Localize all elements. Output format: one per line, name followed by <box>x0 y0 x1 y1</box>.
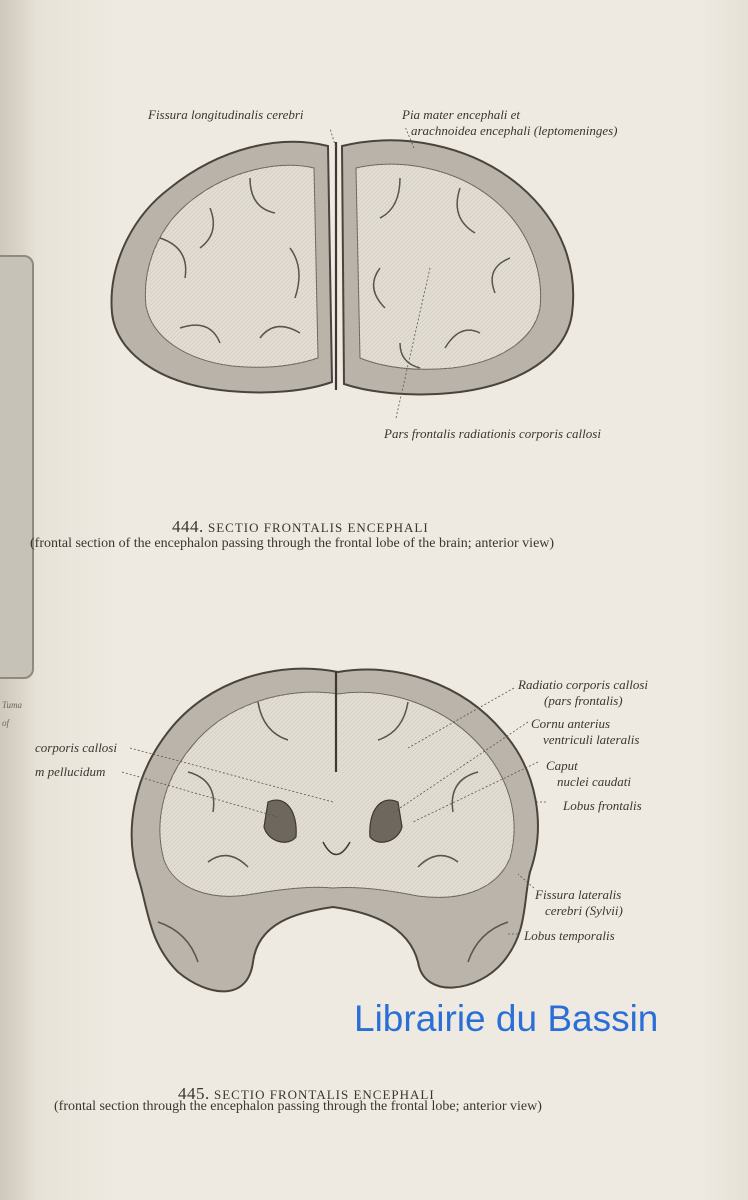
label-cornu-line1: Cornu anterius <box>531 716 611 731</box>
label-radiatio-line1: Radiatio corporis callosi <box>518 677 648 692</box>
label-caput-line2: nuclei caudati <box>557 774 632 789</box>
label-caput-line1: Caput <box>546 758 578 773</box>
adjacent-figure-fragment <box>0 255 34 679</box>
label-lobus-temporalis: Lobus temporalis <box>524 928 615 943</box>
caption-444-subtitle: (frontal section of the encephalon passing through the frontal lobe of the brain; anterior view) <box>30 536 555 551</box>
figure-444-brain-section <box>100 128 590 428</box>
label-fissura-lateralis-line2: cerebri (Sylvii) <box>545 903 623 918</box>
label-pars-frontalis: Pars frontalis radiationis corporis callosi <box>384 426 601 441</box>
caption-445-title: SECTIO FRONTALIS ENCEPHALI <box>214 1087 435 1102</box>
adjacent-label-b: of <box>2 718 10 728</box>
label-fissura-lateralis-line1: Fissura lateralis <box>535 887 622 902</box>
watermark: Librairie du Bassin <box>354 998 659 1039</box>
label-fissura-longitudinalis: Fissura longitudinalis cerebri <box>148 107 304 122</box>
label-cornu-line2: ventriculi lateralis <box>543 732 640 747</box>
label-pia-mater-line2: arachnoidea encephali (leptomeninges) <box>411 123 618 138</box>
label-corporis-callosi: corporis callosi <box>35 740 117 755</box>
adjacent-page-edge <box>0 0 34 1200</box>
label-lobus-frontalis: Lobus frontalis <box>563 798 642 813</box>
caption-445-subtitle: (frontal section through the encephalon passing through the frontal lobe; anterior view) <box>54 1099 542 1114</box>
label-radiatio-line2: (pars frontalis) <box>544 693 623 708</box>
figure-445-brain-section <box>118 662 548 1007</box>
caption-444-title: SECTIO FRONTALIS ENCEPHALI <box>208 520 429 535</box>
adjacent-label-a: Tuma <box>2 700 23 710</box>
label-pia-mater-line1: Pia mater encephali et <box>402 107 521 122</box>
caption-444-number: 444. <box>172 517 204 536</box>
caption-445-number: 445. <box>178 1084 210 1103</box>
label-septum-pellucidum: m pellucidum <box>35 764 106 779</box>
